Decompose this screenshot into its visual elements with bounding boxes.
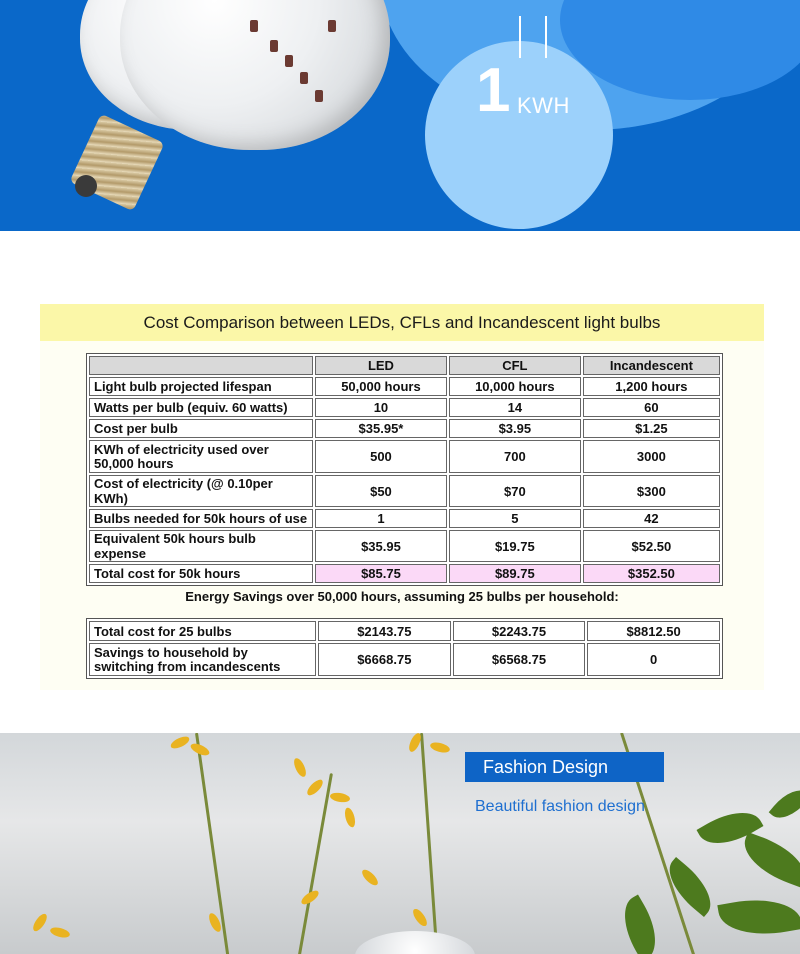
row-label: Savings to household by switching from incandescents: [89, 643, 316, 676]
cell-led: $85.75: [315, 564, 447, 583]
flower-petal: [304, 778, 325, 798]
kwh-unit: KWH: [517, 93, 570, 118]
cell-incandescent: 1,200 hours: [583, 377, 720, 396]
row-label: Watts per bulb (equiv. 60 watts): [89, 398, 313, 417]
cell-incandescent: $300: [583, 475, 720, 507]
kwh-number: 1: [476, 56, 511, 125]
cell-incandescent: 42: [583, 509, 720, 528]
cell-led: 500: [315, 440, 447, 473]
cell-cfl: 14: [449, 398, 581, 417]
flower-petal: [411, 907, 429, 929]
cell-led: $35.95*: [315, 419, 447, 438]
flower-petal: [49, 925, 71, 940]
cell-led: $35.95: [315, 530, 447, 562]
cell-led: $50: [315, 475, 447, 507]
flower-petal: [30, 912, 50, 933]
cell-cfl: 5: [449, 509, 581, 528]
cell-incandescent: $52.50: [583, 530, 720, 562]
led-bulb-image: [100, 0, 390, 220]
kwh-circle: [425, 41, 613, 229]
table-row: [89, 530, 720, 562]
cell-incandescent: 3000: [583, 440, 720, 473]
row-label: Cost per bulb: [89, 419, 313, 438]
row-label: Light bulb projected lifespan: [89, 377, 313, 396]
flower-petal: [429, 740, 451, 755]
table-row: [89, 509, 720, 528]
leaf: [736, 832, 800, 888]
fashion-design-title: Fashion Design: [465, 752, 664, 782]
flower-photo-banner: [0, 733, 800, 954]
cell-cfl: 10,000 hours: [449, 377, 581, 396]
table-row: [89, 398, 720, 417]
vertical-bars-icon: [519, 16, 551, 58]
row-label: Total cost for 50k hours: [89, 564, 313, 583]
hero-banner: [0, 0, 800, 231]
cost-comparison-table: [86, 353, 723, 586]
table-row: [89, 419, 720, 438]
flower-petal: [329, 791, 351, 805]
cell-led: $6668.75: [318, 643, 451, 676]
leaf: [769, 782, 800, 827]
cell-led: 1: [315, 509, 447, 528]
table-row: [89, 377, 720, 396]
table-row: [89, 475, 720, 507]
cell-incandescent: $8812.50: [587, 621, 720, 641]
cell-led: $2143.75: [318, 621, 451, 641]
header-empty: [89, 356, 313, 375]
fashion-design-subtitle: Beautiful fashion design: [475, 798, 645, 815]
flower-petal: [292, 757, 307, 779]
row-label: Equivalent 50k hours bulb expense: [89, 530, 313, 562]
row-label: KWh of electricity used over 50,000 hours: [89, 440, 313, 473]
flower-petal: [169, 735, 191, 750]
flower-stem: [295, 773, 333, 954]
row-label: Total cost for 25 bulbs: [89, 621, 316, 641]
leaf: [717, 891, 800, 942]
leaf: [612, 895, 668, 954]
row-label: Bulbs needed for 50k hours of use: [89, 509, 313, 528]
table-header-row: [89, 356, 720, 375]
cell-cfl: $3.95: [449, 419, 581, 438]
flower-petal: [344, 807, 356, 828]
cell-incandescent: $1.25: [583, 419, 720, 438]
cost-comparison-panel: [40, 304, 764, 690]
cell-led: 50,000 hours: [315, 377, 447, 396]
cell-incandescent: $352.50: [583, 564, 720, 583]
total-row: [89, 564, 720, 583]
header-led: LED: [315, 356, 447, 375]
savings-note: Energy Savings over 50,000 hours, assuming 25 bulbs per household:: [185, 589, 619, 604]
leaf: [658, 857, 722, 917]
cell-cfl: $2243.75: [453, 621, 586, 641]
row-label: Cost of electricity (@ 0.10per KWh): [89, 475, 313, 507]
cell-cfl: $89.75: [449, 564, 581, 583]
cell-led: 10: [315, 398, 447, 417]
flower-petal: [299, 889, 321, 907]
cell-incandescent: 0: [587, 643, 720, 676]
comparison-title: Cost Comparison between LEDs, CFLs and Incandescent light bulbs: [40, 304, 764, 341]
cell-incandescent: 60: [583, 398, 720, 417]
header-incandescent: Incandescent: [583, 356, 720, 375]
cell-cfl: 700: [449, 440, 581, 473]
header-cfl: CFL: [449, 356, 581, 375]
table-row: [89, 621, 720, 641]
table-row: [89, 440, 720, 473]
cell-cfl: $70: [449, 475, 581, 507]
table-row: [89, 643, 720, 676]
household-savings-table: [86, 618, 723, 679]
cell-cfl: $19.75: [449, 530, 581, 562]
flower-petal: [360, 867, 380, 888]
bulb-image-partial: [355, 931, 475, 954]
cell-cfl: $6568.75: [453, 643, 586, 676]
